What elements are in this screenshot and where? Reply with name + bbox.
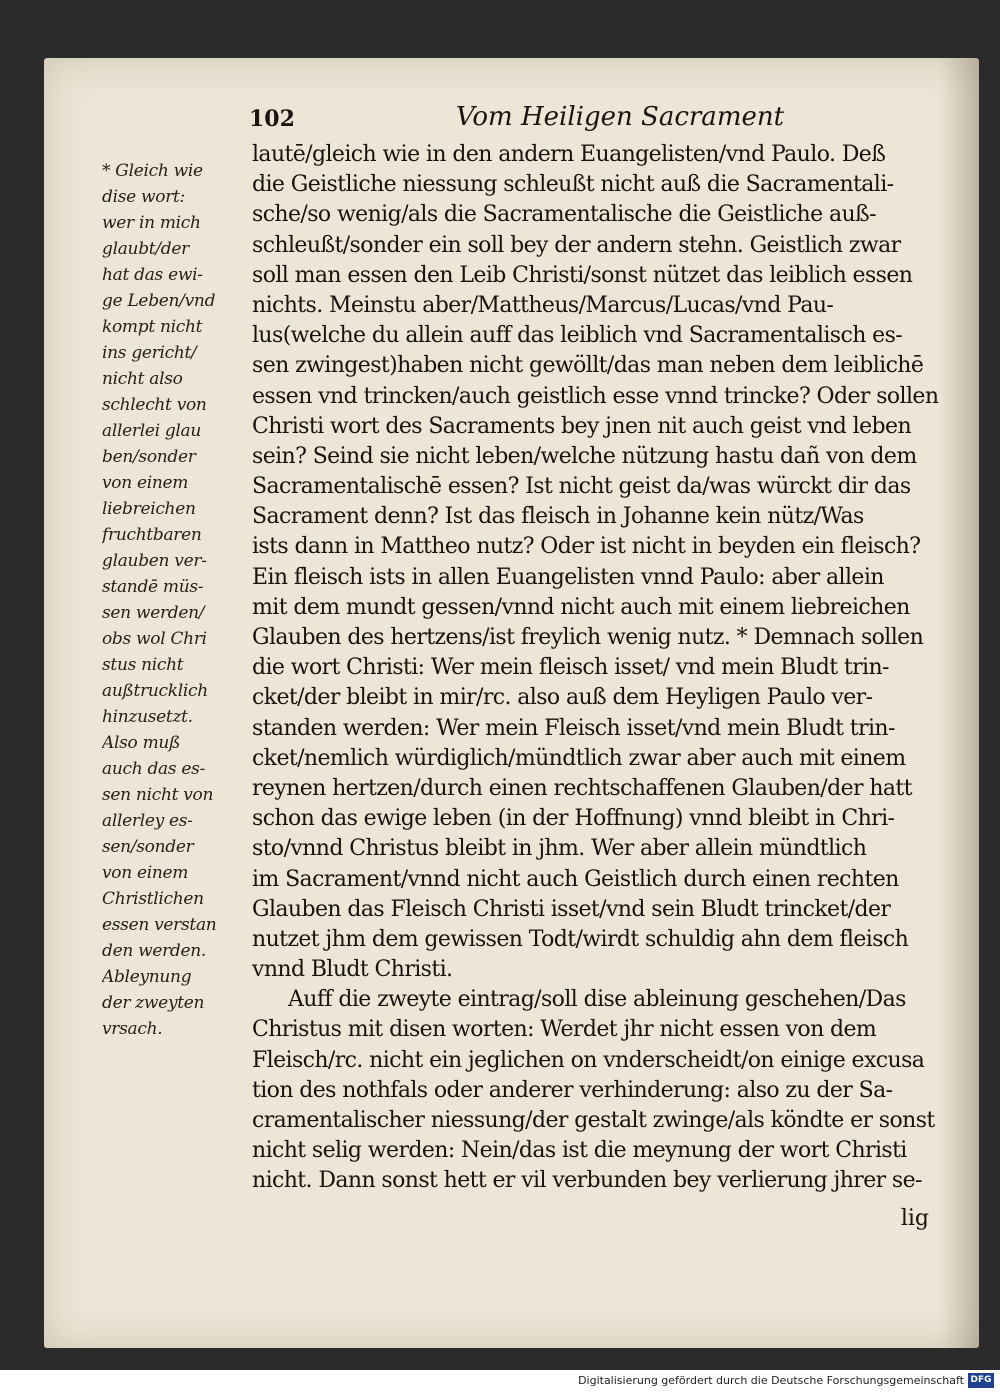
body-text-line: schon das ewige leben (in der Hoffnung) vnnd bleibt in Chri- — [252, 806, 895, 832]
margin-note-line: obs wol Chri — [102, 629, 207, 649]
body-text-line: cramentalischer niessung/der gestalt zwinge/als köndte er sonst — [252, 1108, 935, 1133]
margin-note-line: ins gericht/ — [102, 343, 197, 363]
margin-notes — [102, 158, 252, 1042]
footer-credit: Digitalisierung gefördert durch die Deutsche Forschungsgemeinschaft — [578, 1374, 964, 1387]
margin-note-line: Christlichen — [102, 889, 204, 909]
body-text-line: cket/der bleibt in mir/rc. also auß dem Heyligen Paulo ver- — [252, 685, 873, 711]
body-text-line: Christi wort des Sacraments bey jnen nit auch geist vnd leben — [252, 413, 912, 439]
body-text-line: Fleisch/rc. nicht ein jeglichen on vnderscheidt/on einige excusa — [252, 1047, 925, 1073]
body-text-line: sen zwingest)haben nicht gewöllt/das man neben dem leiblichē — [252, 353, 924, 379]
margin-note-line: allerley es- — [102, 811, 193, 831]
body-text-line: Auff die zweyte eintrag/soll dise ableinung geschehen/Das — [288, 987, 906, 1013]
margin-note-line: fruchtbaren — [102, 525, 202, 545]
body-text-line: mit dem mundt gessen/vnnd nicht auch mit einem liebreichen — [252, 594, 910, 620]
body-text-line: nichts. Meinstu aber/Mattheus/Marcus/Lucas/vnd Pau- — [252, 292, 834, 318]
margin-note-line: nicht also — [102, 369, 183, 389]
margin-note-line: sen nicht von — [102, 785, 214, 805]
margin-note-line: kompt nicht — [102, 317, 203, 337]
body-text-line: schleußt/sonder ein soll bey der andern stehn. Geistlich zwar — [252, 232, 901, 258]
body-text-line: sto/vnnd Christus bleibt in jhm. Wer aber allein mündtlich — [252, 836, 867, 862]
margin-note-line: den werden. — [102, 941, 207, 961]
body-text-line: soll man essen den Leib Christi/sonst nützet das leiblich essen — [252, 262, 913, 288]
body-text-line: Christus mit disen worten: Werdet jhr nicht essen von dem — [252, 1017, 877, 1043]
margin-note-line: hinzusetzt. — [102, 707, 193, 727]
margin-note-line: liebreichen — [102, 499, 196, 519]
margin-note-line: auch das es- — [102, 759, 206, 779]
margin-note-line: Also muß — [102, 733, 181, 753]
margin-note-line: schlecht von — [102, 395, 207, 415]
margin-note-line: der zweyten — [102, 993, 205, 1013]
body-text-line: lus(welche du allein auff das leiblich vnd Sacramentalisch es- — [252, 323, 903, 349]
margin-note-line: glauben ver- — [102, 551, 207, 571]
body-text-line: essen vnd trincken/auch geistlich esse vnnd trincke? Oder sollen — [252, 383, 939, 409]
margin-note-line: stus nicht — [102, 655, 184, 675]
margin-note-line: wer in mich — [102, 213, 201, 233]
body-text-line: sche/so wenig/als die Sacramentalische die Geistliche auß- — [252, 202, 876, 228]
margin-note-line: essen verstan — [102, 915, 217, 935]
margin-note-line: ben/sonder — [102, 447, 196, 467]
body-text-line: nicht. Dann sonst hett er vil verbunden bey verlierung jhrer se- — [252, 1168, 922, 1194]
body-text-line: nicht selig werden: Nein/das ist die meynung der wort Christi — [252, 1138, 907, 1164]
margin-note-line: ge Leben/vnd — [102, 291, 216, 311]
running-head: Vom Heiligen Sacrament — [456, 102, 785, 132]
body-text-line: Sacrament denn? Ist das fleisch in Johanne kein nütz/Was — [252, 504, 864, 530]
margin-note-line: sen/sonder — [102, 837, 194, 857]
margin-note-line: hat das ewi- — [102, 265, 203, 285]
margin-note-line: vrsach. — [102, 1019, 163, 1039]
margin-note-line: außtrucklich — [102, 681, 208, 701]
margin-note-line: von einem — [102, 473, 189, 493]
body-text-line: Glauben des hertzens/ist freylich wenig nutz. * Demnach sollen — [252, 625, 924, 650]
body-text-line: Ein fleisch ists in allen Euangelisten vnnd Paulo: aber allein — [252, 564, 884, 590]
margin-note-line: von einem — [102, 863, 189, 883]
body-text — [252, 140, 942, 1197]
body-text-line: die wort Christi: Wer mein fleisch isset/ vnd mein Bludt trin- — [252, 655, 889, 681]
footer — [0, 1370, 1000, 1393]
dfg-logo: DFG — [968, 1373, 994, 1388]
body-text-line: lautē/gleich wie in den andern Euangelisten/vnd Paulo. Deß — [252, 142, 886, 167]
margin-note-line: standē müs- — [102, 577, 204, 597]
book-page — [44, 58, 979, 1348]
margin-note-line: sen werden/ — [102, 603, 205, 623]
body-text-line: vnnd Bludt Christi. — [252, 957, 453, 983]
body-text-line: Sacramentalischē essen? Ist nicht geist da/was würckt dir das — [252, 474, 911, 500]
catchword: lig — [900, 1206, 929, 1231]
margin-note-line: glaubt/der — [102, 239, 189, 259]
body-text-line: cket/nemlich würdiglich/mündtlich zwar aber auch mit einem — [252, 745, 906, 771]
margin-note-line: allerlei glau — [102, 421, 202, 441]
body-text-line: reynen hertzen/durch einen rechtschaffenen Glauben/der hatt — [252, 775, 912, 801]
page-header — [44, 96, 979, 136]
margin-note-line: * Gleich wie — [102, 161, 203, 181]
body-text-line: standen werden: Wer mein Fleisch isset/vnd mein Bludt trin- — [252, 715, 895, 741]
body-text-line: ists dann in Mattheo nutz? Oder ist nicht in beyden ein fleisch? — [252, 534, 921, 560]
body-text-line: die Geistliche niessung schleußt nicht auß die Sacramentali- — [252, 172, 894, 198]
margin-note-line: dise wort: — [102, 187, 185, 207]
body-text-line: tion des nothfals oder anderer verhinderung: also zu der Sa- — [252, 1077, 893, 1103]
body-text-line: nutzet jhm dem gewissen Todt/wirdt schuldig ahn dem fleisch — [252, 926, 909, 952]
body-text-line: Glauben das Fleisch Christi isset/vnd sein Bludt trincket/der — [252, 896, 891, 922]
page-number: 102 — [249, 106, 295, 132]
margin-note-line: Ableynung — [102, 967, 192, 987]
body-text-line: sein? Seind sie nicht leben/welche nützung hastu dañ von dem — [252, 443, 917, 469]
body-text-line: im Sacrament/vnnd nicht auch Geistlich durch einen rechten — [252, 866, 899, 892]
